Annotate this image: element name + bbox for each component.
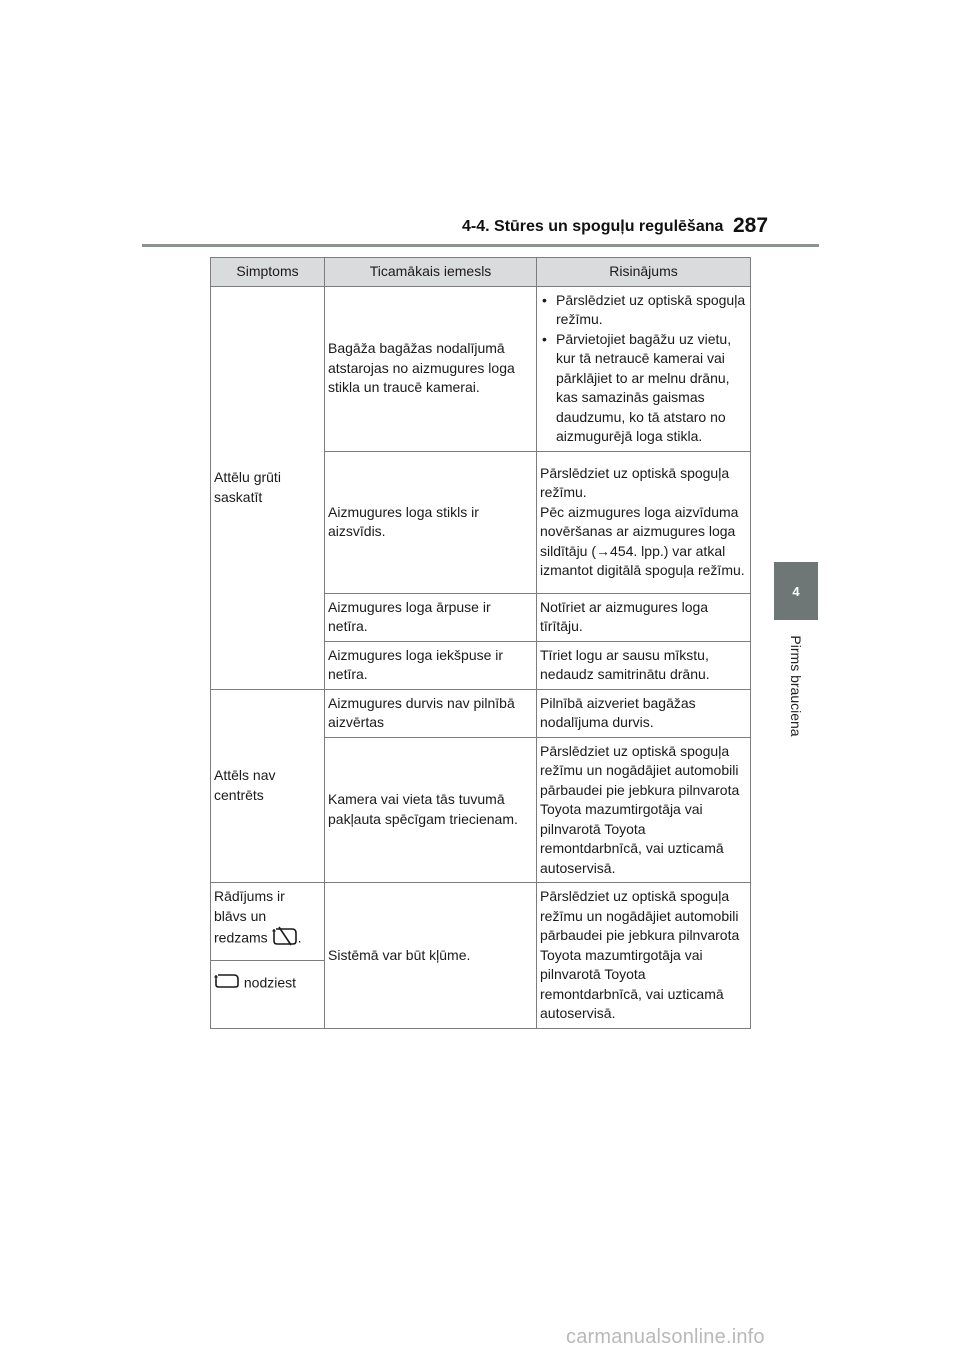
list-item: • Pārslēdziet uz optiskā spoguļa režīmu. bbox=[540, 291, 746, 330]
page-reference-link[interactable]: →454. lpp. bbox=[596, 542, 664, 559]
symptom-cell bbox=[211, 883, 325, 1029]
symptom-cell: Attēlu grūti saskatīt bbox=[211, 286, 325, 689]
table-row bbox=[211, 689, 751, 737]
symptom-turns-off bbox=[211, 961, 324, 1007]
page-number: 287 bbox=[733, 214, 769, 237]
chapter-number: 4 bbox=[792, 583, 800, 599]
column-header-cause: Ticamākais iemesls bbox=[325, 258, 537, 287]
symptom-dim-display bbox=[211, 883, 324, 961]
chapter-tab bbox=[774, 562, 818, 620]
mirror-icon bbox=[214, 973, 240, 995]
cause-cell: Kamera vai vieta tās tuvumā pakļauta spēcīgam triecienam. bbox=[325, 737, 537, 883]
symptom-text: nodziest bbox=[243, 973, 297, 990]
table-row bbox=[211, 883, 751, 1029]
solution-cell: Pārslēdziet uz optiskā spoguļa režīmu un nogādājiet automobili pārbaudei pie jebkura pilnvarota Toyota mazumtirgotāja vai pilnvarotā Toyota remontdarbnīcā, vai uzticamā autoservisā. bbox=[537, 883, 751, 1029]
symptom-text: . bbox=[297, 929, 302, 946]
section-title: 4-4. Stūres un spoguļu regulēšana bbox=[462, 218, 724, 235]
column-header-solution: Risinājums bbox=[537, 258, 751, 287]
mirror-warning-icon bbox=[272, 926, 298, 952]
solution-cell: Notīriet ar aizmugures loga tīrītāju. bbox=[537, 593, 751, 641]
solution-cell: Tīriet logu ar sausu mīkstu, nedaudz samitrinātu drānu. bbox=[537, 641, 751, 689]
chapter-label: Pirms brauciena bbox=[788, 635, 804, 737]
solution-text: ) var atkal izmantot digitālā spoguļa režīmu. bbox=[540, 542, 745, 578]
solution-bullet-list bbox=[540, 291, 746, 447]
troubleshooting-table bbox=[210, 257, 751, 1029]
table-row bbox=[211, 286, 751, 451]
solution-cell bbox=[537, 286, 751, 451]
table-header-row bbox=[211, 258, 751, 287]
solution-cell: Pilnībā aizveriet bagāžas nodalījuma durvis. bbox=[537, 689, 751, 737]
cause-cell: Bagāža bagāžas nodalījumā atstarojas no aizmugures loga stikla un traucē kamerai. bbox=[325, 286, 537, 451]
cause-cell: Sistēmā var būt kļūme. bbox=[325, 883, 537, 1029]
symptom-cell: Attēls nav centrēts bbox=[211, 689, 325, 883]
cause-cell: Aizmugures loga iekšpuse ir netīra. bbox=[325, 641, 537, 689]
solution-text: Pārslēdziet uz optiskā spoguļa režīmu. bbox=[540, 464, 730, 500]
cause-cell: Aizmugures durvis nav pilnībā aizvērtas bbox=[325, 689, 537, 737]
column-header-symptom: Simptoms bbox=[211, 258, 325, 287]
cause-cell: Aizmugures loga stikls ir aizsvīdis. bbox=[325, 451, 537, 593]
solution-text: Pēc aizmugures loga aizvīduma novēršanas ar aizmugures loga sildītāju ( bbox=[540, 503, 739, 559]
list-item: • Pārvietojiet bagāžu uz vietu, kur tā netraucē kamerai vai pārklājiet to ar melnu drānu, kas samazinās gaismas daudzumu, ko tā atstaro no aizmugurējā loga stikla. bbox=[540, 330, 746, 447]
header-divider bbox=[142, 244, 819, 247]
symptom-text: Rādījums ir blāvs un redzams bbox=[214, 888, 285, 946]
solution-cell bbox=[537, 451, 751, 593]
cause-cell: Aizmugures loga ārpuse ir netīra. bbox=[325, 593, 537, 641]
watermark-logo: carmanualsonline.info bbox=[566, 1326, 765, 1348]
solution-cell: Pārslēdziet uz optiskā spoguļa režīmu un nogādājiet automobili pārbaudei pie jebkura pilnvarota Toyota mazumtirgotāja vai pilnvarotā Toyota remontdarbnīcā, vai uzticamā autoservisā. bbox=[537, 737, 751, 883]
